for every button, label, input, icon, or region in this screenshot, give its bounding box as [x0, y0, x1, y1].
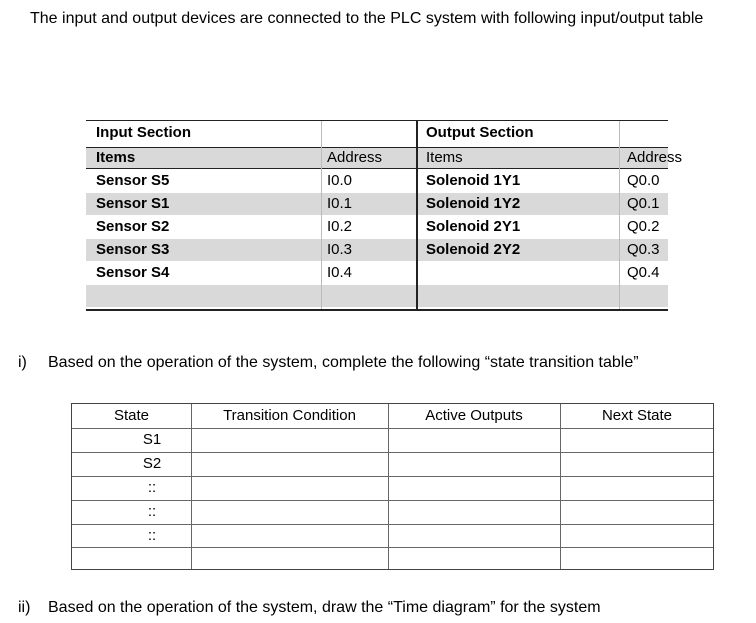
col-items-header: Items [426, 149, 463, 166]
output-item: Solenoid 2Y2 [426, 241, 521, 258]
output-address: Q0.4 [627, 264, 660, 281]
input-item: Sensor S3 [96, 241, 170, 258]
output-section-header: Output Section [426, 124, 534, 141]
input-address: I0.2 [327, 218, 353, 235]
state-cell: S2 [142, 455, 162, 472]
state-cell: :: [147, 527, 157, 544]
col-divider [619, 121, 620, 309]
state-cell: S1 [142, 431, 162, 448]
output-item: Solenoid 1Y1 [426, 172, 521, 189]
input-item: Sensor S4 [96, 264, 170, 281]
state-cell: :: [147, 479, 157, 496]
input-address: I0.4 [327, 264, 353, 281]
input-address: I0.1 [327, 195, 353, 212]
question-number: i) [18, 354, 27, 371]
input-item: Sensor S2 [96, 218, 170, 235]
header-active-outputs: Active Outputs [425, 407, 523, 424]
state-cell: :: [147, 503, 157, 520]
col-address-header: Address [327, 149, 383, 166]
output-address: Q0.2 [627, 218, 660, 235]
col-address-header: Address [627, 149, 683, 166]
col-divider [388, 404, 389, 569]
question-text: Based on the operation of the system, draw the “Time diagram” for the system [48, 599, 601, 616]
question-number: ii) [18, 599, 31, 616]
input-address: I0.0 [327, 172, 353, 189]
row-band [86, 193, 668, 215]
input-item: Sensor S5 [96, 172, 170, 189]
question-text: Based on the operation of the system, complete the following “state transition table” [48, 354, 639, 371]
output-item: Solenoid 2Y1 [426, 218, 521, 235]
question-1 [18, 352, 639, 374]
input-item: Sensor S1 [96, 195, 170, 212]
col-divider [560, 404, 561, 569]
output-address: Q0.0 [627, 172, 660, 189]
state-transition-table [71, 403, 714, 570]
intro-text: The input and output devices are connected to the PLC system with following input/output table [30, 10, 704, 27]
header-transition-condition: Transition Condition [223, 407, 356, 424]
row-divider [72, 547, 713, 548]
input-address: I0.3 [327, 241, 353, 258]
output-item: Solenoid 1Y2 [426, 195, 521, 212]
output-address: Q0.1 [627, 195, 660, 212]
output-address: Q0.3 [627, 241, 660, 258]
question-2 [18, 597, 601, 619]
header-state: State [113, 407, 150, 424]
col-items-header: Items [96, 149, 136, 166]
row-band [86, 285, 668, 307]
section-divider [416, 121, 418, 309]
col-divider [321, 121, 322, 309]
io-table [86, 120, 683, 311]
header-next-state: Next State [601, 407, 673, 424]
row-band [86, 239, 668, 261]
input-section-header: Input Section [96, 124, 191, 141]
